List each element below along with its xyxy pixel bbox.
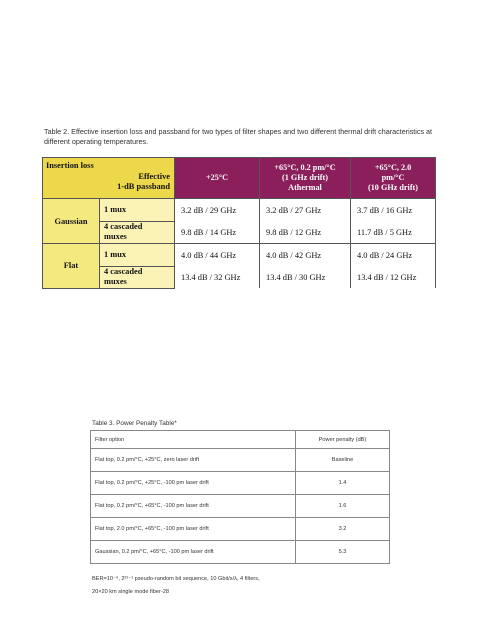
table3	[90, 430, 390, 564]
group-flat: Flat	[43, 244, 100, 289]
power-penalty-cell: 3.2	[296, 518, 390, 541]
col-header-65c-athermal: +65°C, 0.2 pm/°C (1 GHz drift) Athermal	[260, 158, 351, 199]
table-row	[91, 518, 390, 541]
table-row	[43, 199, 436, 222]
table-row	[91, 495, 390, 518]
filter-option-cell: Gaussian, 0.2 pm/°C, +65°C, -100 pm laser drift	[91, 541, 296, 564]
table-row	[43, 266, 436, 288]
cell-value: 4.0 dB / 44 GHz	[175, 244, 260, 267]
header-filter-option: Filter option	[91, 431, 296, 449]
cell-value: 3.2 dB / 27 GHz	[260, 199, 351, 222]
table-row	[43, 244, 436, 267]
cell-value: 13.4 dB / 12 GHz	[351, 266, 436, 288]
table3-footnote-line1: BER=10⁻⁹, 2³¹⁻¹ pseudo-random bit sequence, 10 Gbit/s/λ, 4 filters,	[92, 576, 260, 582]
corner-insertion-loss: Insertion loss	[46, 161, 94, 170]
filter-option-cell: Flat top, 0.2 pm/°C, +25°C, -100 pm laser drift	[91, 472, 296, 495]
table-row	[43, 221, 436, 244]
table-row	[91, 541, 390, 564]
filter-option-cell: Flat top, 0.2 pm/°C, +65°C, -100 pm laser drift	[91, 495, 296, 518]
cell-value: 9.8 dB / 14 GHz	[175, 221, 260, 244]
table3-header-row	[91, 431, 390, 449]
table-row	[91, 449, 390, 472]
row-label: 4 cascaded muxes	[100, 221, 175, 244]
table2-header-row	[43, 158, 436, 199]
cell-value: 3.7 dB / 16 GHz	[351, 199, 436, 222]
table3-caption: Table 3. Power Penalty Table*	[92, 420, 177, 427]
table2-corner-cell	[43, 158, 175, 199]
row-label: 1 mux	[100, 199, 175, 222]
row-label: 4 cascaded muxes	[100, 266, 175, 288]
table-row	[91, 472, 390, 495]
table3-footnote-line2: 20×20 km single mode fiber-28	[92, 589, 169, 595]
power-penalty-cell: 1.6	[296, 495, 390, 518]
table2-caption: Table 2. Effective insertion loss and passband for two types of filter shapes and two different thermal drift characteristics at different operating temperatures.	[44, 127, 433, 146]
table2	[42, 157, 436, 289]
cell-value: 3.2 dB / 29 GHz	[175, 199, 260, 222]
cell-value: 13.4 dB / 32 GHz	[175, 266, 260, 288]
row-label: 1 mux	[100, 244, 175, 267]
col-header-65c-drift: +65°C, 2.0 pm/°C (10 GHz drift)	[351, 158, 436, 199]
header-power-penalty: Power penalty (dB)	[296, 431, 390, 449]
corner-passband: Effective 1-dB passband	[117, 172, 170, 191]
cell-value: 13.4 dB / 30 GHz	[260, 266, 351, 288]
filter-option-cell: Flat top, 2.0 pm/°C, +65°C, -100 pm laser drift	[91, 518, 296, 541]
power-penalty-cell: 5.3	[296, 541, 390, 564]
cell-value: 9.8 dB / 12 GHz	[260, 221, 351, 244]
filter-option-cell: Flat top, 0.2 pm/°C, +25°C, zero laser drift	[91, 449, 296, 472]
cell-value: 4.0 dB / 24 GHz	[351, 244, 436, 267]
cell-value: 4.0 dB / 42 GHz	[260, 244, 351, 267]
col-header-25c: +25°C	[175, 158, 260, 199]
power-penalty-cell: Baseline	[296, 449, 390, 472]
cell-value: 11.7 dB / 5 GHz	[351, 221, 436, 244]
group-gaussian: Gaussian	[43, 199, 100, 244]
power-penalty-cell: 1.4	[296, 472, 390, 495]
